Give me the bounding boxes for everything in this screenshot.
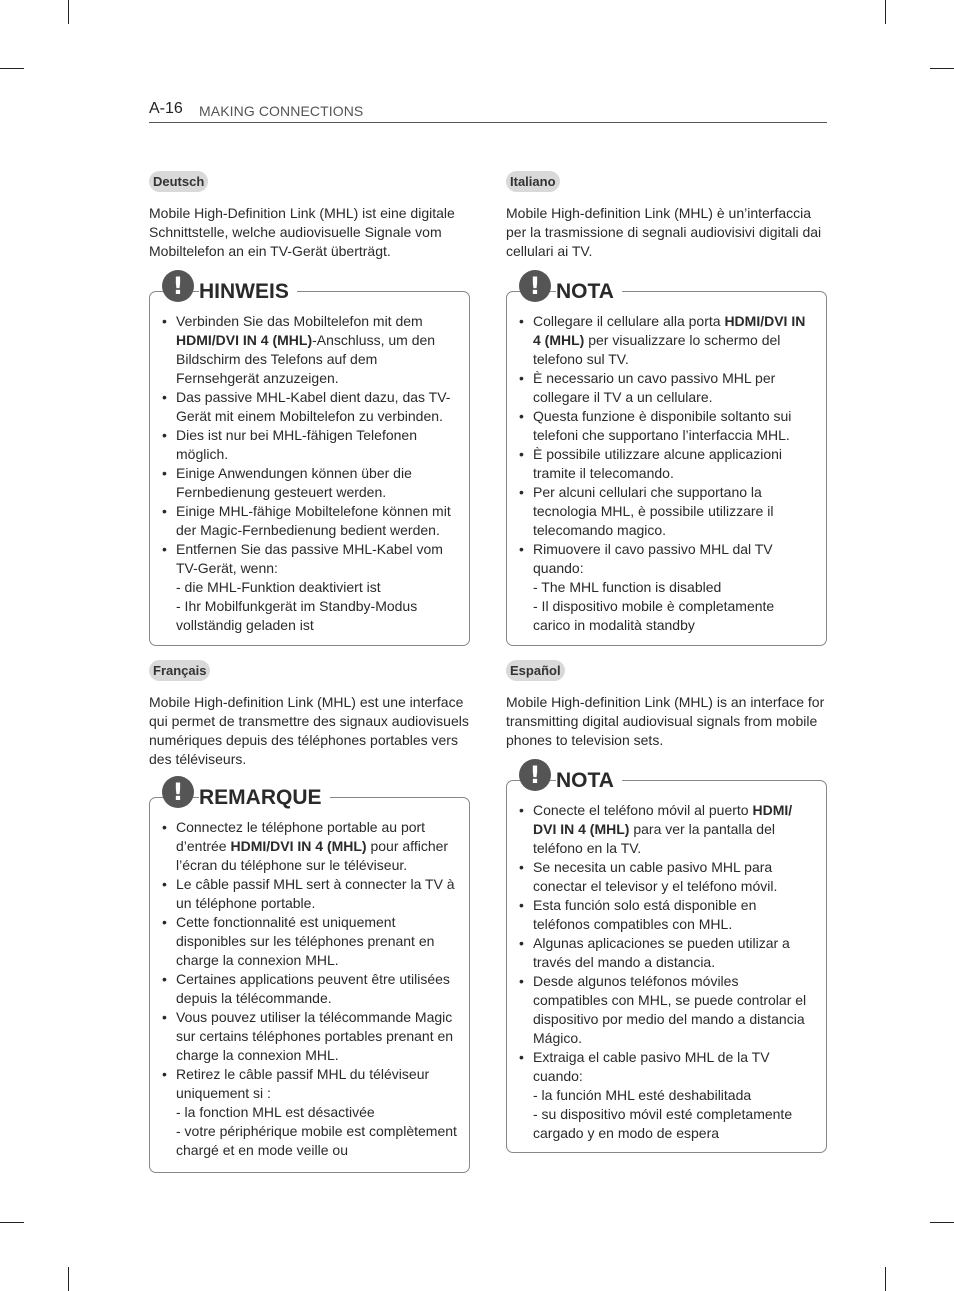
crop-mark bbox=[68, 0, 69, 24]
language-badge: Italiano bbox=[506, 171, 560, 192]
list-item: • Einige Anwendungen können über die Fernbedienung gesteuert werden. bbox=[162, 464, 458, 502]
language-badge: Deutsch bbox=[149, 171, 208, 192]
list-item: • Le câble passif MHL sert à connecter la TV à un téléphone portable. bbox=[162, 875, 458, 913]
exclamation-icon: ! bbox=[519, 759, 551, 791]
note-title: NOTA bbox=[556, 769, 622, 793]
note-hinweis bbox=[149, 270, 471, 646]
list-item: • Esta función solo está disponible en teléfonos compatibles con MHL. bbox=[519, 896, 815, 934]
page-number: A-16 bbox=[149, 100, 183, 117]
list-item: • Conecte el teléfono móvil al puerto HDMI/ DVI IN 4 (MHL) para ver la pantalla del teléfono en la TV. bbox=[519, 801, 815, 858]
section-italiano bbox=[506, 171, 828, 261]
crop-mark bbox=[68, 1267, 69, 1291]
list-item: • Dies ist nur bei MHL-fähigen Telefonen möglich. bbox=[162, 426, 458, 464]
list-item: • Das passive MHL-Kabel dient dazu, das TV-Gerät mit einem Mobiltelefon zu verbinden. bbox=[162, 388, 458, 426]
crop-mark bbox=[930, 68, 954, 69]
list-item: • Retirez le câble passif MHL du téléviseur uniquement si : - la fonction MHL est désactivée - votre périphérique mobile est complètement chargé et en mode veille ou bbox=[162, 1065, 458, 1160]
list-item: • È necessario un cavo passivo MHL per collegare il TV a un cellulare. bbox=[519, 369, 815, 407]
list-item: • Questa funzione è disponibile soltanto sui telefoni che supportano l’interfaccia MHL. bbox=[519, 407, 815, 445]
list-item: • Rimuovere il cavo passivo MHL dal TV quando: - The MHL function is disabled - Il dispositivo mobile è completamente carico in modalità standby bbox=[519, 540, 815, 635]
note-list bbox=[519, 801, 815, 1143]
list-item: • Extraiga el cable pasivo MHL de la TV cuando: - la función MHL esté deshabilitada - su dispositivo móvil esté completamente cargado y en modo de espera bbox=[519, 1048, 815, 1143]
list-item: • Se necesita un cable pasivo MHL para conectar el televisor y el teléfono móvil. bbox=[519, 858, 815, 896]
section-title: MAKING CONNECTIONS bbox=[199, 103, 364, 119]
list-item: • Cette fonctionnalité est uniquement disponibles sur les téléphones prenant en charge la connexion MHL. bbox=[162, 913, 458, 970]
list-item: • Algunas aplicaciones se pueden utilizar a través del mando a distancia. bbox=[519, 934, 815, 972]
list-item: • Certaines applications peuvent être utilisées depuis la télécommande. bbox=[162, 970, 458, 1008]
intro-text: Mobile High-definition Link (MHL) est une interface qui permet de transmettre des signaux audiovisuels numériques depuis des téléphones portables vers des téléviseurs. bbox=[149, 694, 469, 767]
section-espanol bbox=[506, 660, 828, 750]
exclamation-icon: ! bbox=[519, 270, 551, 302]
note-remarque bbox=[149, 776, 471, 1173]
exclamation-icon: ! bbox=[162, 776, 194, 808]
note-nota-it bbox=[506, 270, 828, 646]
list-item: • È possibile utilizzare alcune applicazioni tramite il telecomando. bbox=[519, 445, 815, 483]
note-list bbox=[162, 312, 458, 635]
list-item: • Per alcuni cellulari che supportano la tecnologia MHL, è possibile utilizzare il telecomando magico. bbox=[519, 483, 815, 540]
crop-mark bbox=[885, 0, 886, 24]
intro-text: Mobile High-Definition Link (MHL) ist eine digitale Schnittstelle, welche audiovisuelle Signale vom Mobiltelefon an ein TV-Gerät überträgt. bbox=[149, 205, 455, 259]
crop-mark bbox=[0, 68, 24, 69]
crop-mark bbox=[930, 1222, 954, 1223]
list-item: • Connectez le téléphone portable au port d’entrée HDMI/DVI IN 4 (MHL) pour afficher l’écran du téléphone sur le téléviseur. bbox=[162, 818, 458, 875]
list-item: • Vous pouvez utiliser la télécommande Magic sur certains téléphones portables prenant en charge la connexion MHL. bbox=[162, 1008, 458, 1065]
section-francais bbox=[149, 660, 471, 769]
note-list bbox=[519, 312, 815, 635]
list-item: • Collegare il cellulare alla porta HDMI/DVI IN 4 (MHL) per visualizzare lo schermo del telefono sul TV. bbox=[519, 312, 815, 369]
exclamation-icon: ! bbox=[162, 270, 194, 302]
list-item: • Desde algunos teléfonos móviles compatibles con MHL, se puede controlar el dispositivo por medio del mando a distancia Mágico. bbox=[519, 972, 815, 1048]
list-item: • Entfernen Sie das passive MHL-Kabel vom TV-Gerät, wenn: - die MHL-Funktion deaktiviert ist - Ihr Mobilfunkgerät im Standby-Modus vollständig geladen ist bbox=[162, 540, 458, 635]
note-title: REMARQUE bbox=[199, 786, 330, 810]
intro-text: Mobile High-definition Link (MHL) è un’interfaccia per la trasmissione di segnali audiovisivi digitali dai cellulari ai TV. bbox=[506, 205, 822, 259]
note-title: NOTA bbox=[556, 280, 622, 304]
list-item: • Verbinden Sie das Mobiltelefon mit dem HDMI/DVI IN 4 (MHL)-Anschluss, um den Bildschirm des Telefons auf dem Fernsehgerät anzuzeigen. bbox=[162, 312, 458, 388]
intro-text: Mobile High-definition Link (MHL) is an interface for transmitting digital audiovisual signals from mobile phones to television sets. bbox=[506, 694, 825, 748]
note-title: HINWEIS bbox=[199, 280, 297, 304]
page-header bbox=[149, 100, 827, 123]
crop-mark bbox=[885, 1267, 886, 1291]
section-deutsch bbox=[149, 171, 471, 261]
language-badge: Español bbox=[506, 660, 565, 681]
note-list bbox=[162, 818, 458, 1160]
crop-mark bbox=[0, 1222, 24, 1223]
note-nota-es bbox=[506, 759, 828, 1153]
list-item: • Einige MHL-fähige Mobiltelefone können mit der Magic-Fernbedienung bedient werden. bbox=[162, 502, 458, 540]
language-badge: Français bbox=[149, 660, 210, 681]
